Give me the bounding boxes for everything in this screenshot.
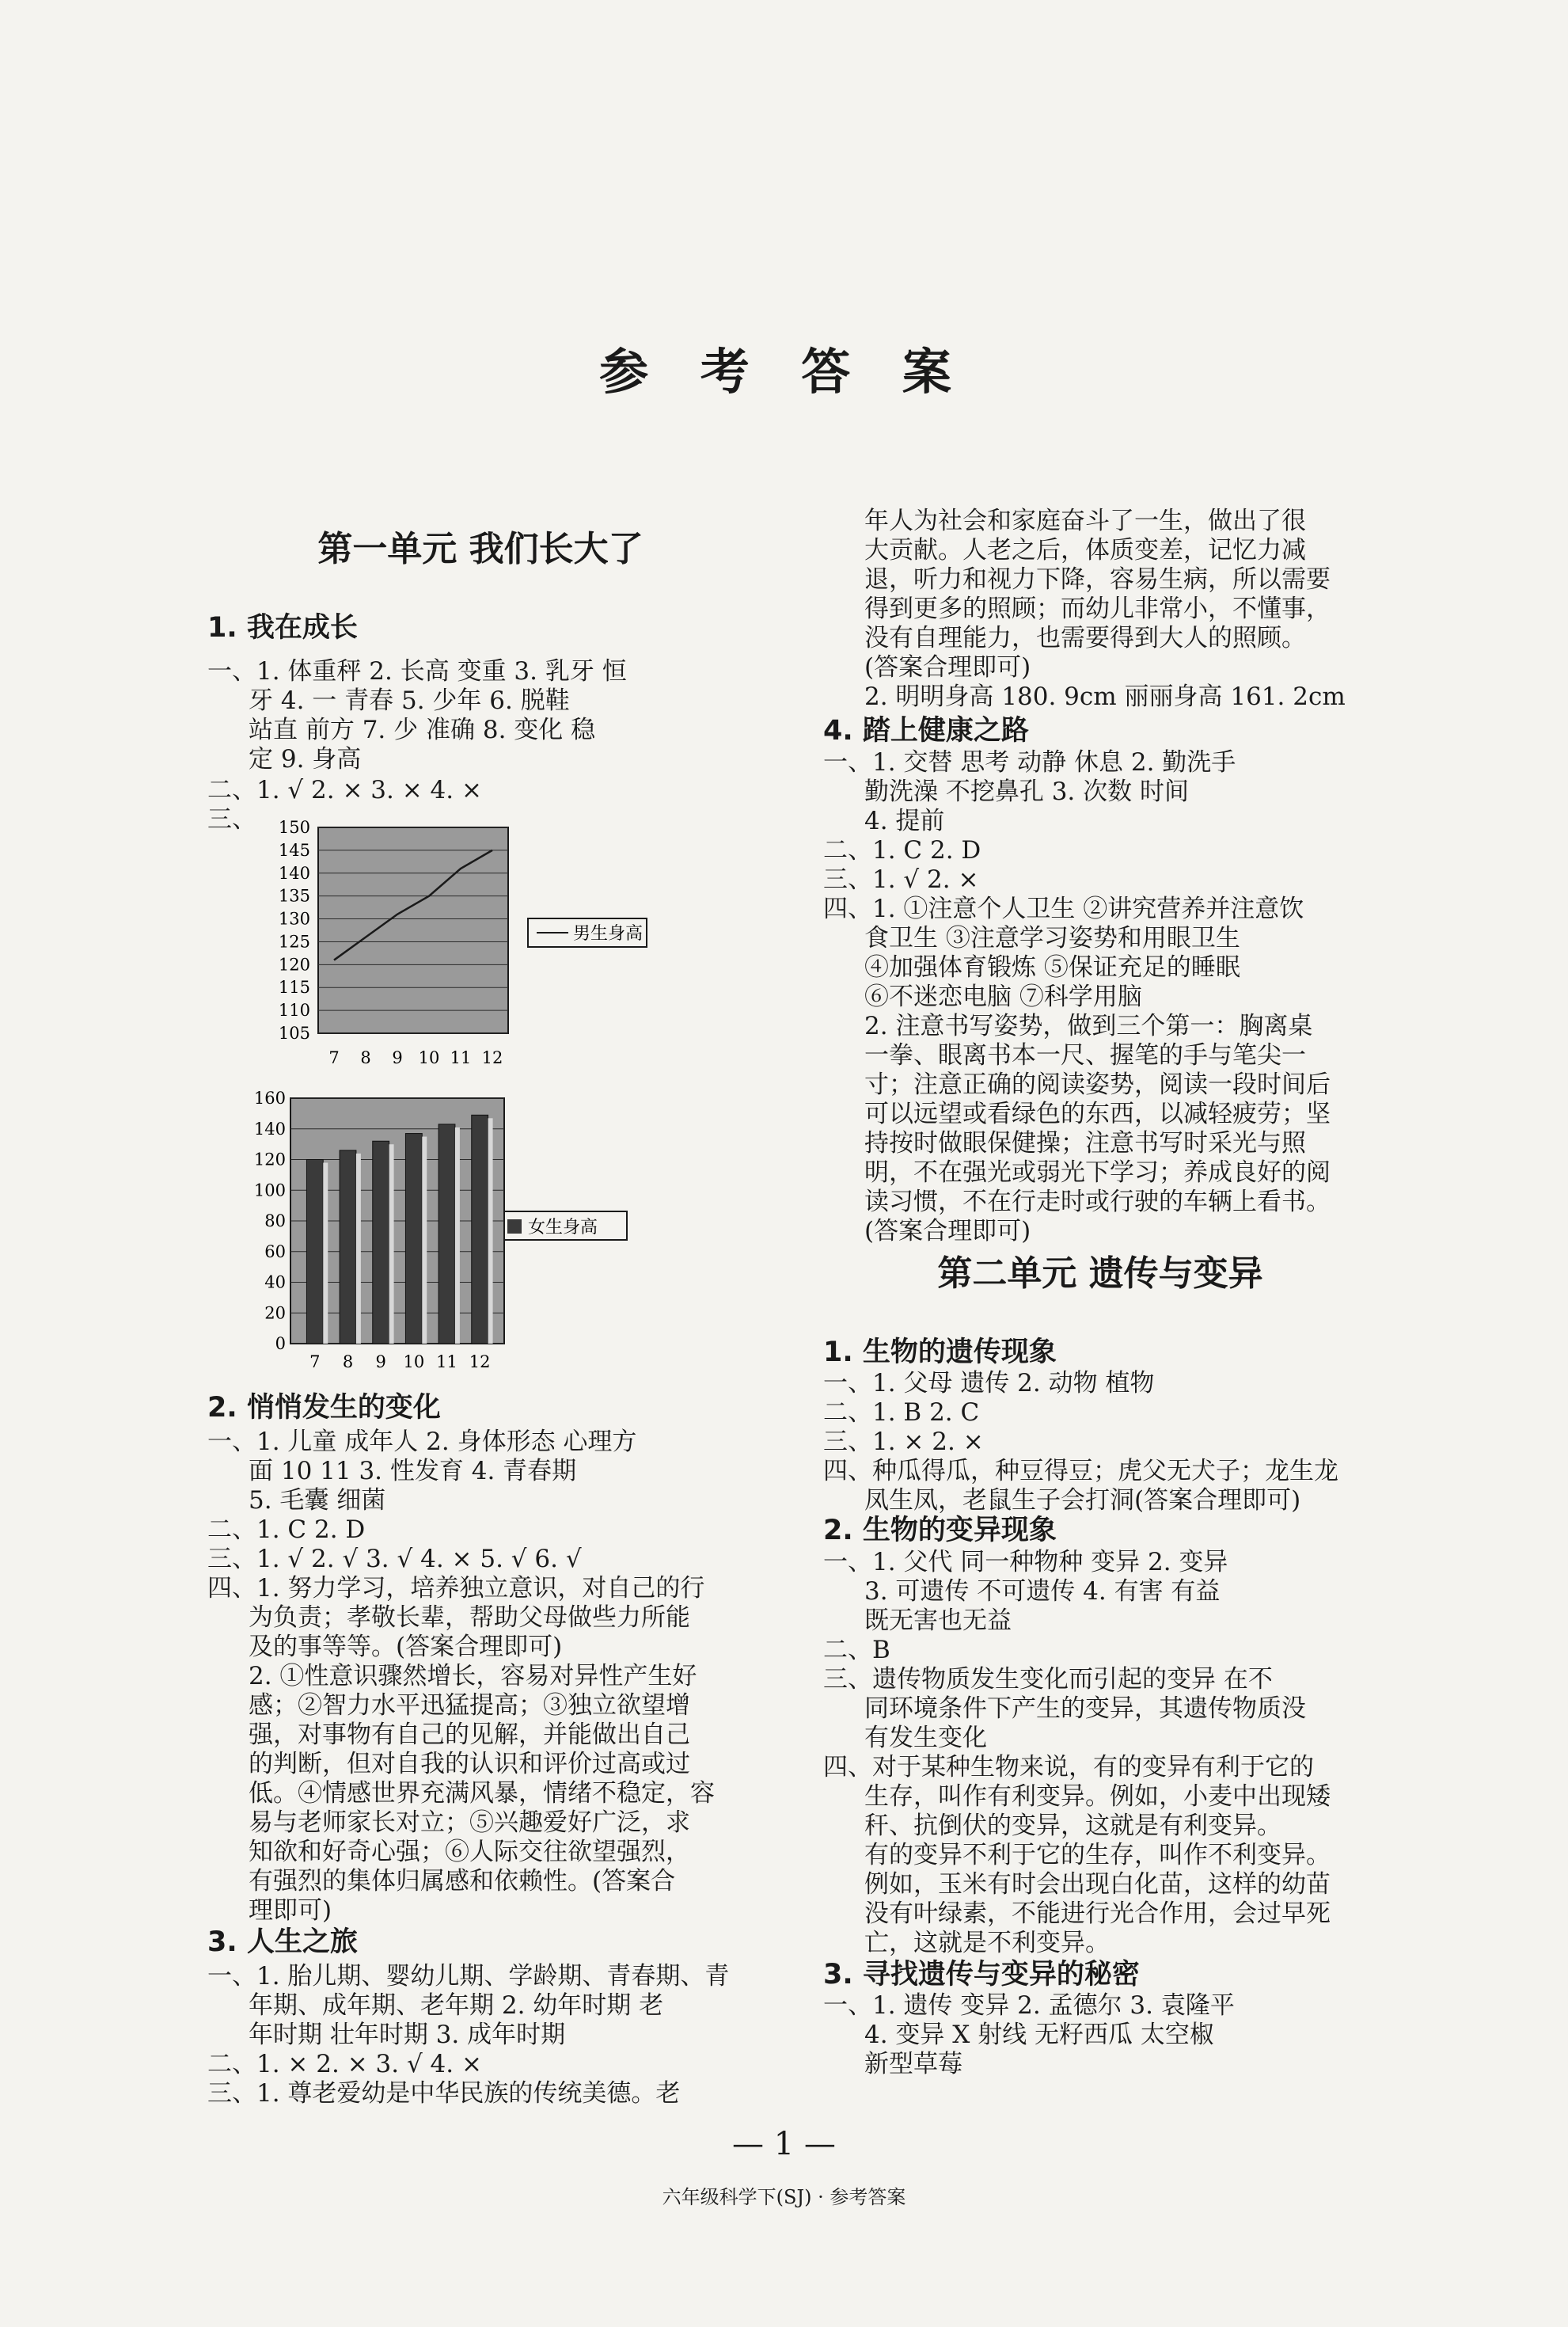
answer-line: ⑥不迷恋电脑 ⑦科学用脑 bbox=[864, 983, 1142, 1011]
answer-line: 有强烈的集体归属感和依赖性。(答案合 bbox=[249, 1867, 676, 1895]
unit2-lesson-2-title: 2. 生物的变异现象 bbox=[823, 1515, 1057, 1546]
answer-line: 食卫生 ③注意学习姿势和用眼卫生 bbox=[864, 924, 1240, 952]
answer-line: 没有自理能力，也需要得到大人的照顾。 bbox=[864, 624, 1306, 652]
answer-line: 二、B bbox=[823, 1636, 890, 1664]
page-number: — 1 — bbox=[732, 2126, 836, 2162]
answer-line: 理即可) bbox=[249, 1896, 332, 1925]
boys-height-line-chart bbox=[255, 819, 793, 1065]
answer-line: 秆、抗倒伏的变异，这就是有利变异。 bbox=[864, 1812, 1281, 1840]
answer-line: 二、1. C 2. D bbox=[207, 1515, 366, 1544]
answer-line: 二、1. B 2. C bbox=[823, 1398, 980, 1427]
answer-line: 牙 4. 一 青春 5. 少年 6. 脱鞋 bbox=[249, 686, 570, 715]
answer-line: 易与老师家长对立；⑤兴趣爱好广泛，求 bbox=[249, 1808, 690, 1837]
y-tick-label: 140 bbox=[278, 863, 310, 883]
bar-girls bbox=[373, 1141, 389, 1344]
answer-line: 定 9. 身高 bbox=[249, 745, 362, 774]
answer-line: 凤生凤，老鼠生子会打洞(答案合理即可) bbox=[864, 1486, 1301, 1515]
y-tick-label: 0 bbox=[275, 1334, 286, 1353]
answer-line: 四、种瓜得瓜，种豆得豆；虎父无犬子；龙生龙 bbox=[823, 1457, 1338, 1485]
bar-girls bbox=[340, 1150, 356, 1344]
lesson-3-title: 3. 人生之旅 bbox=[207, 1926, 358, 1958]
y-tick-label: 145 bbox=[278, 840, 310, 860]
y-tick-label: 20 bbox=[264, 1303, 286, 1323]
x-tick-label: 11 bbox=[450, 1048, 472, 1065]
y-tick-label: 120 bbox=[253, 1150, 286, 1169]
answer-line: 读习惯，不在行走时或行驶的车辆上看书。 bbox=[864, 1188, 1331, 1216]
bar-girls bbox=[472, 1115, 488, 1344]
bar-girls bbox=[405, 1134, 422, 1344]
answer-line: 4. 变异 X 射线 无籽西瓜 太空椒 bbox=[864, 2021, 1214, 2049]
lesson-1-title: 1. 我在成长 bbox=[207, 612, 358, 644]
answer-line: 三、1. √ 2. × bbox=[823, 865, 979, 894]
answer-line: 新型草莓 bbox=[864, 2050, 962, 2078]
x-tick-label: 12 bbox=[469, 1352, 491, 1371]
answer-line: 面 10 11 3. 性发育 4. 青春期 bbox=[249, 1457, 577, 1485]
answer-line: 持按时做眼保健操；注意书写时采光与照 bbox=[864, 1129, 1306, 1158]
y-tick-label: 40 bbox=[264, 1272, 286, 1292]
x-tick-label: 8 bbox=[342, 1352, 354, 1371]
answer-line: 的判断，但对自我的认识和评价过高或过 bbox=[249, 1750, 690, 1778]
answer-line: 一、1. 交替 思考 动静 休息 2. 勤洗手 bbox=[823, 748, 1236, 777]
legend-label: 女生身高 bbox=[528, 1218, 598, 1238]
answer-line: 年期、成年期、老年期 2. 幼年时期 老 bbox=[249, 1991, 664, 2020]
y-tick-label: 130 bbox=[278, 909, 310, 929]
answer-line: 四、1. ①注意个人卫生 ②讲究营养并注意饮 bbox=[823, 895, 1304, 923]
answer-line: 有发生变化 bbox=[864, 1724, 987, 1752]
answer-line: 寸；注意正确的阅读姿势，阅读一段时间后 bbox=[864, 1070, 1331, 1099]
unit2-lesson-1-title: 1. 生物的遗传现象 bbox=[823, 1337, 1057, 1368]
answer-line: 2. ①性意识骤然增长，容易对异性产生好 bbox=[249, 1662, 697, 1690]
x-tick-label: 9 bbox=[392, 1048, 403, 1065]
answer-line: 感；②智力水平迅猛提高；③独立欲望增 bbox=[249, 1691, 690, 1720]
answer-line: 例如，玉米有时会出现白化苗，这样的幼苗 bbox=[864, 1870, 1331, 1899]
answer-line: 一、1. 父代 同一种物种 变异 2. 变异 bbox=[823, 1548, 1228, 1576]
bar-shadow bbox=[422, 1137, 427, 1344]
answer-line: 得到更多的照顾；而幼儿非常小，不懂事， bbox=[864, 595, 1331, 623]
unit-2-heading: 第二单元 遗传与变异 bbox=[937, 1253, 1263, 1294]
bar-girls bbox=[439, 1124, 455, 1344]
girls-height-bar-chart bbox=[235, 1089, 773, 1382]
lesson-4-title: 4. 踏上健康之路 bbox=[823, 715, 1029, 747]
answer-line: 三、1. √ 2. √ 3. √ 4. × 5. √ 6. √ bbox=[207, 1545, 582, 1573]
x-tick-label: 10 bbox=[418, 1048, 440, 1065]
bar-shadow bbox=[389, 1144, 394, 1344]
answer-line: 二、1. C 2. D bbox=[823, 836, 981, 865]
answer-line: 明，不在强光或弱光下学习；养成良好的阅 bbox=[864, 1158, 1331, 1187]
answer-line: 同环境条件下产生的变异，其遗传物质没 bbox=[864, 1694, 1306, 1723]
answer-line: 一、1. 遗传 变异 2. 孟德尔 3. 袁隆平 bbox=[823, 1991, 1235, 2020]
answer-line: 知欲和好奇心强；⑥人际交往欲望强烈， bbox=[249, 1838, 690, 1866]
y-tick-label: 160 bbox=[253, 1089, 286, 1108]
answer-line: 三、1. 尊老爱幼是中华民族的传统美德。老 bbox=[207, 2079, 681, 2108]
answer-line: 低。④情感世界充满风暴，情绪不稳定，容 bbox=[249, 1779, 715, 1808]
x-tick-label: 9 bbox=[375, 1352, 386, 1371]
x-tick-label: 10 bbox=[403, 1352, 425, 1371]
answer-line: 没有叶绿素，不能进行光合作用，会过早死 bbox=[864, 1899, 1331, 1928]
y-tick-label: 120 bbox=[278, 955, 310, 975]
answer-line: 生存，叫作有利变异。例如，小麦中出现矮 bbox=[864, 1782, 1331, 1811]
answer-line: 2. 注意书写姿势，做到三个第一：胸离桌 bbox=[864, 1012, 1313, 1040]
x-tick-label: 11 bbox=[436, 1352, 457, 1371]
y-tick-label: 80 bbox=[264, 1211, 286, 1230]
answer-line: 亡，这就是不利变异。 bbox=[864, 1929, 1110, 1957]
answer-line: 大贡献。人老之后，体质变差，记忆力减 bbox=[864, 536, 1306, 565]
y-tick-label: 140 bbox=[253, 1119, 286, 1139]
bar-shadow bbox=[323, 1163, 328, 1344]
answer-line: 一、1. 父母 遗传 2. 动物 植物 bbox=[823, 1369, 1155, 1397]
page-title: 参 考 答 案 bbox=[599, 343, 969, 401]
x-tick-label: 12 bbox=[481, 1048, 503, 1065]
answer-line: 及的事等等。(答案合理即可) bbox=[249, 1633, 563, 1661]
y-tick-label: 60 bbox=[264, 1241, 286, 1261]
y-tick-label: 100 bbox=[253, 1181, 286, 1200]
lesson-2-title: 2. 悄悄发生的变化 bbox=[207, 1392, 441, 1424]
y-tick-label: 105 bbox=[278, 1024, 310, 1043]
answer-line: 一、1. 体重秤 2. 长高 变重 3. 乳牙 恒 bbox=[207, 657, 627, 686]
x-tick-label: 7 bbox=[309, 1352, 321, 1371]
y-tick-label: 115 bbox=[278, 978, 310, 998]
answer-line: 三、 bbox=[207, 805, 256, 834]
y-tick-label: 125 bbox=[278, 932, 310, 952]
answer-line: 有的变异不利于它的生存，叫作不利变异。 bbox=[864, 1841, 1331, 1869]
answer-line: 一、1. 儿童 成年人 2. 身体形态 心理方 bbox=[207, 1428, 637, 1456]
answer-line: 年人为社会和家庭奋斗了一生，做出了很 bbox=[864, 507, 1306, 535]
answer-line: 站直 前方 7. 少 准确 8. 变化 稳 bbox=[249, 716, 596, 744]
y-tick-label: 135 bbox=[278, 886, 310, 906]
bar-shadow bbox=[488, 1118, 493, 1344]
answer-line: 退，听力和视力下降，容易生病，所以需要 bbox=[864, 565, 1331, 594]
y-tick-label: 150 bbox=[278, 819, 310, 837]
answer-line: 二、1. × 2. × 3. √ 4. × bbox=[207, 2050, 482, 2078]
answer-line: 既无害也无益 bbox=[864, 1606, 1012, 1635]
bar-shadow bbox=[356, 1154, 361, 1344]
unit2-lesson-3-title: 3. 寻找遗传与变异的秘密 bbox=[823, 1959, 1140, 1990]
answer-line: 二、1. √ 2. × 3. × 4. × bbox=[207, 776, 482, 804]
legend-label: 男生身高 bbox=[573, 924, 644, 944]
answer-line: 强，对事物有自己的见解，并能做出自己 bbox=[249, 1721, 690, 1749]
answer-line: 5. 毛囊 细菌 bbox=[249, 1486, 386, 1515]
y-tick-label: 110 bbox=[278, 1001, 310, 1021]
answer-line: 勤洗澡 不挖鼻孔 3. 次数 时间 bbox=[864, 778, 1189, 806]
answer-line: 四、1. 努力学习，培养独立意识，对自己的行 bbox=[207, 1574, 705, 1603]
answer-line: 三、1. × 2. × bbox=[823, 1428, 984, 1456]
answer-line: 一拳、眼离书本一尺、握笔的手与笔尖一 bbox=[864, 1041, 1306, 1070]
answer-line: (答案合理即可) bbox=[864, 1217, 1031, 1245]
answer-line: 一、1. 胎儿期、婴幼儿期、学龄期、青春期、青 bbox=[207, 1962, 730, 1990]
bar-girls bbox=[306, 1160, 323, 1344]
answer-line: 为负责；孝敬长辈，帮助父母做些力所能 bbox=[249, 1603, 690, 1632]
answer-line: 3. 可遗传 不可遗传 4. 有害 有益 bbox=[864, 1577, 1221, 1606]
legend-bar-swatch bbox=[507, 1219, 522, 1234]
answer-line: 年时期 壮年时期 3. 成年时期 bbox=[249, 2021, 566, 2049]
answer-line: 四、对于某种生物来说，有的变异有利于它的 bbox=[823, 1753, 1314, 1781]
footer-subtitle: 六年级科学下(SJ) · 参考答案 bbox=[662, 2186, 906, 2208]
answer-line: (答案合理即可) bbox=[864, 653, 1031, 682]
answer-line: 2. 明明身高 180. 9cm 丽丽身高 161. 2cm bbox=[864, 683, 1346, 711]
x-tick-label: 7 bbox=[328, 1048, 340, 1065]
answer-line: ④加强体育锻炼 ⑤保证充足的睡眠 bbox=[864, 953, 1240, 982]
answer-line: 可以远望或看绿色的东西，以减轻疲劳；坚 bbox=[864, 1100, 1331, 1128]
x-tick-label: 8 bbox=[360, 1048, 371, 1065]
unit-1-heading: 第一单元 我们长大了 bbox=[317, 529, 644, 569]
answer-line: 4. 提前 bbox=[864, 807, 945, 835]
answer-line: 三、遗传物质发生变化而引起的变异 在不 bbox=[823, 1665, 1273, 1694]
bar-shadow bbox=[455, 1127, 460, 1344]
